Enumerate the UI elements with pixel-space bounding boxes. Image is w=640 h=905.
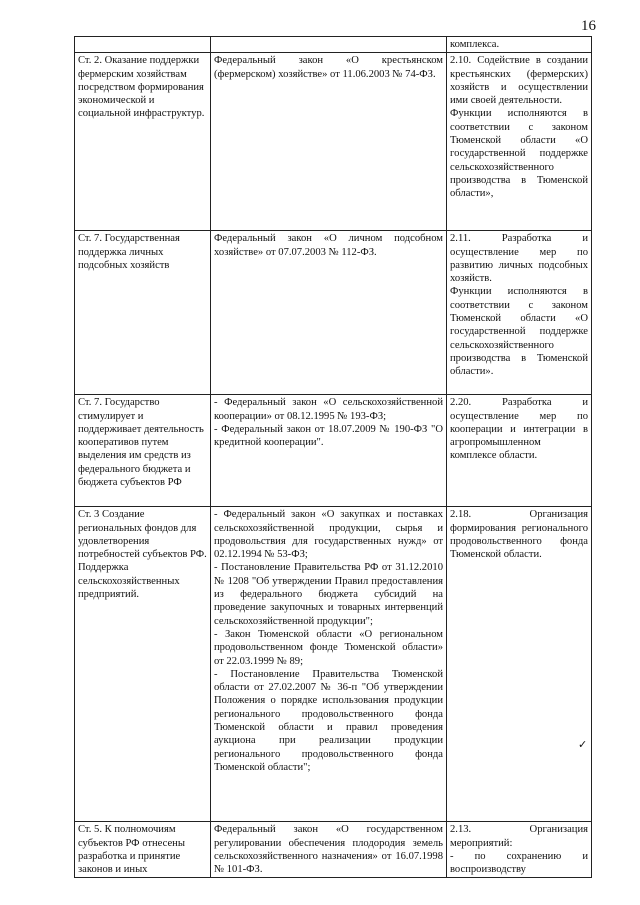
law-cell [211, 231, 447, 395]
function-text: 2.13. Организация мероприятий: [450, 824, 588, 849]
margin-check-mark: ✓ [578, 739, 588, 751]
table-row [75, 507, 592, 822]
law-cell [211, 507, 447, 822]
law-text: Федеральный закон «О личном подсобном хозяйстве» от 07.07.2003 № 112-ФЗ. [214, 233, 443, 258]
function-text: Функции исполняются в соответствии с законом Тюменской области «О государственной поддержке сельскохозяйственного производства в Тюменской области», [450, 108, 588, 200]
law-cell [211, 53, 447, 231]
law-text: - Федеральный закон «О закупках и поставках сельскохозяйственной продукции, сырья и продовольствия для государственных нужд» от 02.12.1994 № 53-ФЗ; [214, 509, 443, 561]
law-text: Федеральный закон «О крестьянском (фермерском) хозяйстве» от 11.06.2003 № 74-ФЗ. [214, 55, 443, 80]
law-cell [211, 37, 447, 53]
function-cell [447, 53, 592, 231]
article-cell: Ст. 5. К полномочиям субъектов РФ отнесены разработка и принятие законов и иных [75, 822, 211, 878]
function-cell [447, 231, 592, 395]
function-cell [447, 822, 592, 878]
law-text: - Федеральный закон «О сельскохозяйственной кооперации» от 08.12.1995 № 193-ФЗ; [214, 397, 443, 422]
table-row [75, 37, 592, 53]
table-row [75, 822, 592, 878]
function-cell [447, 395, 592, 507]
article-cell: Ст. 7. Государство стимулирует и поддерживает деятельность кооперативов путем выделения им средств из федерального бюджета и бюджета субъектов РФ [75, 395, 211, 507]
article-text: Поддержка сельскохозяйственных предприятий. [78, 562, 180, 601]
law-text: - Постановление Правительства РФ от 31.12.2010 № 1208 "Об утверждении Правил предоставления из федерального бюджета субсидий на проведение закупочных и товарных интервенций сельскохозяйственной продукции"; [214, 562, 443, 627]
law-text: - Постановление Правительства Тюменской области от 27.02.2007 № 36-п "Об утверждении Положения о порядке использования продукции регионального продовольственного фонда Тюменской области и правил проведения аукциона при реализации продукции регионального продовольственного фонда Тюменской области"; [214, 668, 443, 773]
table-row [75, 231, 592, 395]
page-number: 16 [581, 18, 596, 34]
table-row [75, 395, 592, 507]
function-text: Функции исполняются в соответствии с законом Тюменской области «О государственной поддержке сельскохозяйственного производства в Тюменской области». [450, 286, 588, 378]
law-text: - Федеральный закон от 18.07.2009 № 190-ФЗ "О кредитной кооперации". [214, 423, 443, 449]
table-row [75, 53, 592, 231]
law-text: - Закон Тюменской области «О региональном продовольственном фонде Тюменской области» от 22.03.1999 № 89; [214, 628, 443, 667]
article-cell [75, 507, 211, 822]
article-cell: Ст. 7. Государственная поддержка личных подсобных хозяйств [75, 231, 211, 395]
legal-table [74, 36, 592, 878]
function-text: 2.18. Организация формирования регионального продовольственного фонда Тюменской области. [450, 509, 588, 561]
law-cell [211, 395, 447, 507]
function-text: - по сохранению и воспроизводству [450, 850, 588, 876]
law-text: Федеральный закон «О государственном регулировании обеспечения плодородия земель сельскохозяйственного назначения» от 16.07.1998 № 101-ФЗ. [214, 824, 443, 876]
article-cell: Ст. 2. Оказание поддержки фермерским хозяйствам посредством формирования экономической и социальной инфраструктур. [75, 53, 211, 231]
function-cell [447, 507, 592, 822]
article-cell [75, 37, 211, 53]
function-cell [447, 37, 592, 53]
article-text: Ст. 3 Создание региональных фондов для удовлетворения потребностей субъектов РФ. [78, 509, 207, 561]
function-text: 2.10. Содействие в создании крестьянских (фермерских) хозяйств и осуществлении ими своей деятельности. [450, 55, 588, 107]
function-text: 2.20. Разработка и осуществление мер по кооперации и интеграции в агропромышленном комплексе области. [450, 397, 588, 462]
function-text: 2.11. Разработка и осуществление мер по развитию личных подсобных хозяйств. [450, 233, 588, 285]
function-text: комплекса. [450, 39, 500, 50]
law-cell [211, 822, 447, 878]
